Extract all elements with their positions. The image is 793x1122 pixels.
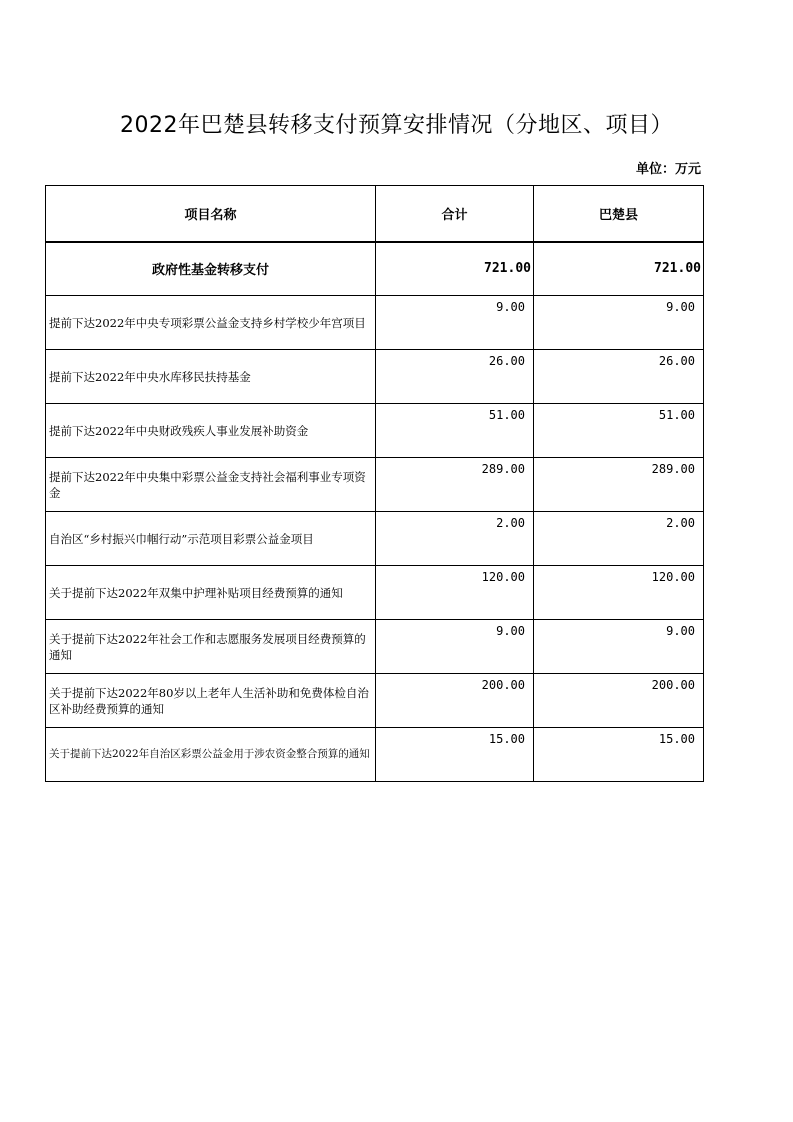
summary-total: 721.00	[376, 242, 534, 296]
row-name: 关于提前下达2022年社会工作和志愿服务发展项目经费预算的通知	[46, 620, 376, 674]
row-total: 9.00	[376, 296, 534, 350]
row-total: 9.00	[376, 620, 534, 674]
row-county: 51.00	[534, 404, 704, 458]
row-county: 2.00	[534, 512, 704, 566]
page-title: 2022年巴楚县转移支付预算安排情况（分地区、项目）	[120, 113, 673, 138]
row-total: 26.00	[376, 350, 534, 404]
table-row	[46, 296, 704, 350]
row-total: 15.00	[376, 728, 534, 782]
table-header-row	[46, 186, 704, 242]
row-county: 120.00	[534, 566, 704, 620]
row-county: 9.00	[534, 620, 704, 674]
summary-county: 721.00	[534, 242, 704, 296]
table-row	[46, 728, 704, 782]
header-total: 合计	[376, 186, 534, 242]
row-name: 关于提前下达2022年自治区彩票公益金用于涉农资金整合预算的通知	[46, 728, 376, 782]
table-row	[46, 566, 704, 620]
row-name: 提前下达2022年中央水库移民扶持基金	[46, 350, 376, 404]
row-name: 关于提前下达2022年双集中护理补贴项目经费预算的通知	[46, 566, 376, 620]
row-total: 120.00	[376, 566, 534, 620]
row-name: 自治区“乡村振兴巾帼行动”示范项目彩票公益金项目	[46, 512, 376, 566]
row-name: 提前下达2022年中央专项彩票公益金支持乡村学校少年宫项目	[46, 296, 376, 350]
row-county: 200.00	[534, 674, 704, 728]
row-total: 2.00	[376, 512, 534, 566]
row-total: 289.00	[376, 458, 534, 512]
header-county: 巴楚县	[534, 186, 704, 242]
row-county: 15.00	[534, 728, 704, 782]
row-county: 289.00	[534, 458, 704, 512]
summary-row	[46, 242, 704, 296]
table-row	[46, 458, 704, 512]
row-total: 51.00	[376, 404, 534, 458]
budget-table	[45, 185, 704, 782]
summary-name: 政府性基金转移支付	[46, 242, 376, 296]
table-row	[46, 404, 704, 458]
header-project-name: 项目名称	[46, 186, 376, 242]
table-row	[46, 512, 704, 566]
unit-label: 单位：万元	[635, 162, 701, 177]
table-row	[46, 674, 704, 728]
row-county: 9.00	[534, 296, 704, 350]
row-total: 200.00	[376, 674, 534, 728]
table-row	[46, 620, 704, 674]
row-county: 26.00	[534, 350, 704, 404]
row-name: 提前下达2022年中央集中彩票公益金支持社会福利事业专项资金	[46, 458, 376, 512]
row-name: 提前下达2022年中央财政残疾人事业发展补助资金	[46, 404, 376, 458]
row-name: 关于提前下达2022年80岁以上老年人生活补助和免费体检自治区补助经费预算的通知	[46, 674, 376, 728]
table-row	[46, 350, 704, 404]
